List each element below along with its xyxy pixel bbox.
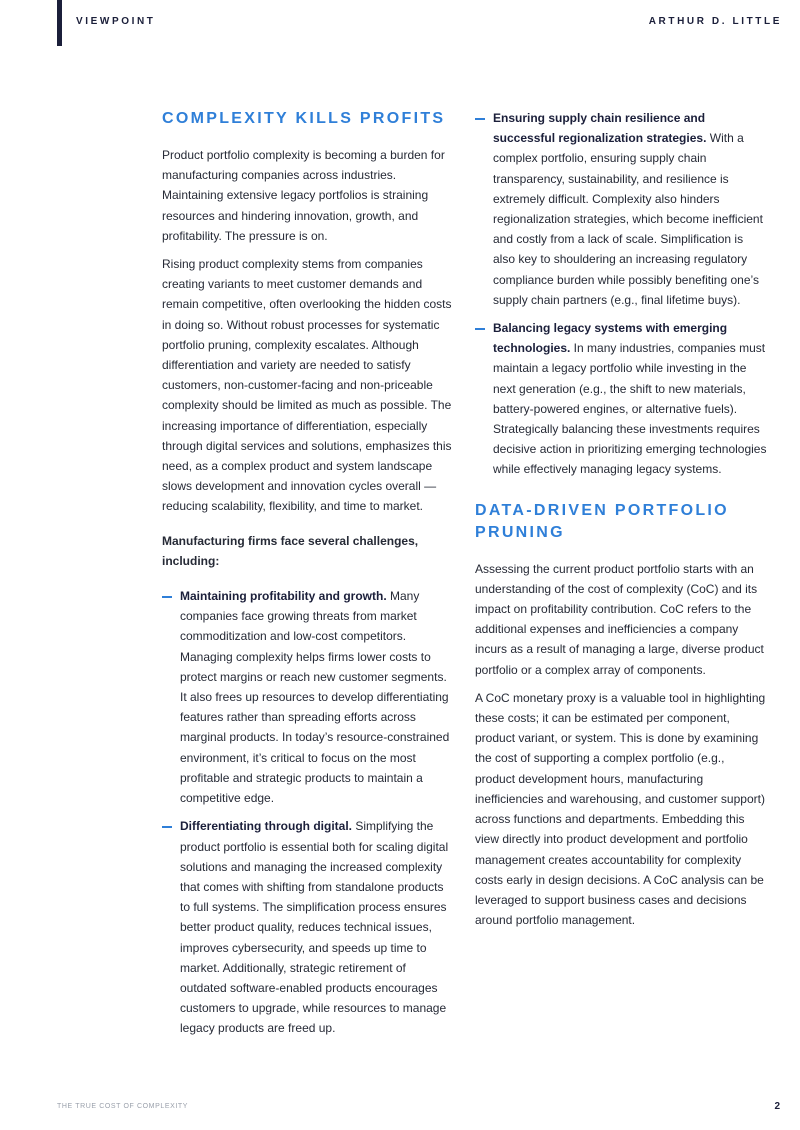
paragraph: Product portfolio complexity is becoming a burden for manufacturing companies across industries. Maintaining extensive legacy portfolios is straining resources and hindering innovation, growth, and profitability. The pressure is on.: [162, 148, 445, 243]
dash-bullet-icon: [475, 328, 485, 330]
footer-title: THE TRUE COST OF COMPLEXITY: [57, 1103, 189, 1110]
paragraph: Assessing the current product portfolio starts with an understanding of the cost of complexity (CoC) and its impact on profitability contribution. CoC refers to the additional expenses and inefficiencies a company incurs as a result of managing a large, diverse product portfolio or a complex array of components.: [475, 561, 764, 677]
section-label: VIEWPOINT: [76, 16, 156, 27]
header-accent-bar: [57, 0, 62, 46]
list-item: [475, 108, 767, 310]
list-item-text: In many industries, companies must maintain a legacy portfolio while investing in the next generation (e.g., the shift to new materials, battery-powered engines, or alternative fuels). Strategically balancing these investments requires decisive action in prioritizing emerging technologies while effectively managing legacy systems.: [493, 341, 767, 477]
list-item-text: Simplifying the product portfolio is essential both for scaling digital solutions and managing the increased complexity that comes with shifting from standalone products to full systems. The simplification process ensures better product quality, reduces technical issues, improves cybersecurity, and speeds up time to market. Additionally, strategic retirement of outdated software-enabled products encourages customers to upgrade, while resources to manage legacy products are freed up.: [180, 819, 449, 1036]
list-item-title: Balancing legacy systems with emerging technologies.: [493, 321, 728, 356]
section-heading-complexity: COMPLEXITY KILLS PROFITS: [162, 110, 446, 127]
brand-name: ARTHUR D. LITTLE: [648, 16, 782, 27]
list-item-text: Many companies face growing threats from market commoditization and low-cost competitors. Managing complexity helps firms lower costs to protect margins or reach new customer segments. It also frees up resources to develop differentiating features rather than spreading efforts across marginal products. In today’s resource-constrained environment, it’s critical to focus on the most profitable and strategic products to maintain a competitive edge.: [180, 589, 450, 806]
challenges-list: [162, 586, 454, 1038]
dash-bullet-icon: [475, 118, 485, 120]
section-heading-pruning: DATA-DRIVEN PORTFOLIO PRUNING: [475, 501, 729, 541]
list-item-title: Ensuring supply chain resilience and successful regionalization strategies.: [493, 111, 707, 146]
dash-bullet-icon: [162, 826, 172, 828]
paragraph: Rising product complexity stems from companies creating variants to meet customer demands and remain competitive, often overlooking the hidden costs in doing so. Without robust processes for systematic portfolio pruning, complexity escalates. Although differentiation and variety are needed to satisfy customers, non-customer-facing and non-priceable complexity should be limited as much as possible. The increasing importance of differentiation, especially through digital services and solutions, emphasizes this need, as a complex product and system landscape slows development and innovation cycles overall — reducing scalability, flexibility, and time to market.: [162, 257, 452, 514]
list-item: [475, 318, 767, 480]
right-column: [475, 108, 767, 938]
list-item-title: Maintaining profitability and growth.: [180, 589, 387, 604]
paragraph: A CoC monetary proxy is a valuable tool in highlighting these costs; it can be estimated per component, product variant, or system. This is done by examining the cost of supporting a complex portfolio (e.g., product development hours, manufacturing inefficiencies and warehousing, and customer support) across functions and departments. Embedding this view directly into product development and portfolio management creates accountability for complexity costs early in design decisions. A CoC analysis can be leveraged to support business cases and decisions around portfolio management.: [475, 690, 766, 928]
list-item: [162, 586, 454, 808]
challenges-lead: Manufacturing firms face several challenges, including:: [162, 533, 419, 568]
dash-bullet-icon: [162, 596, 172, 598]
page-number: 2: [774, 1101, 780, 1112]
list-item-title: Differentiating through digital.: [180, 819, 352, 834]
list-item: [162, 816, 454, 1038]
left-column: [162, 108, 454, 1047]
list-item-text: With a complex portfolio, ensuring supply chain transparency, sustainability, and resilience is extremely difficult. Complexity also hinders regionalization strategies, which become inefficient and costly from a lack of scale. Simplification is also key to shouldering an increasing regulatory compliance burden while possibly benefiting one’s supply chain partners (e.g., final lifetime buys).: [493, 131, 763, 307]
challenges-list-continued: [475, 108, 767, 480]
